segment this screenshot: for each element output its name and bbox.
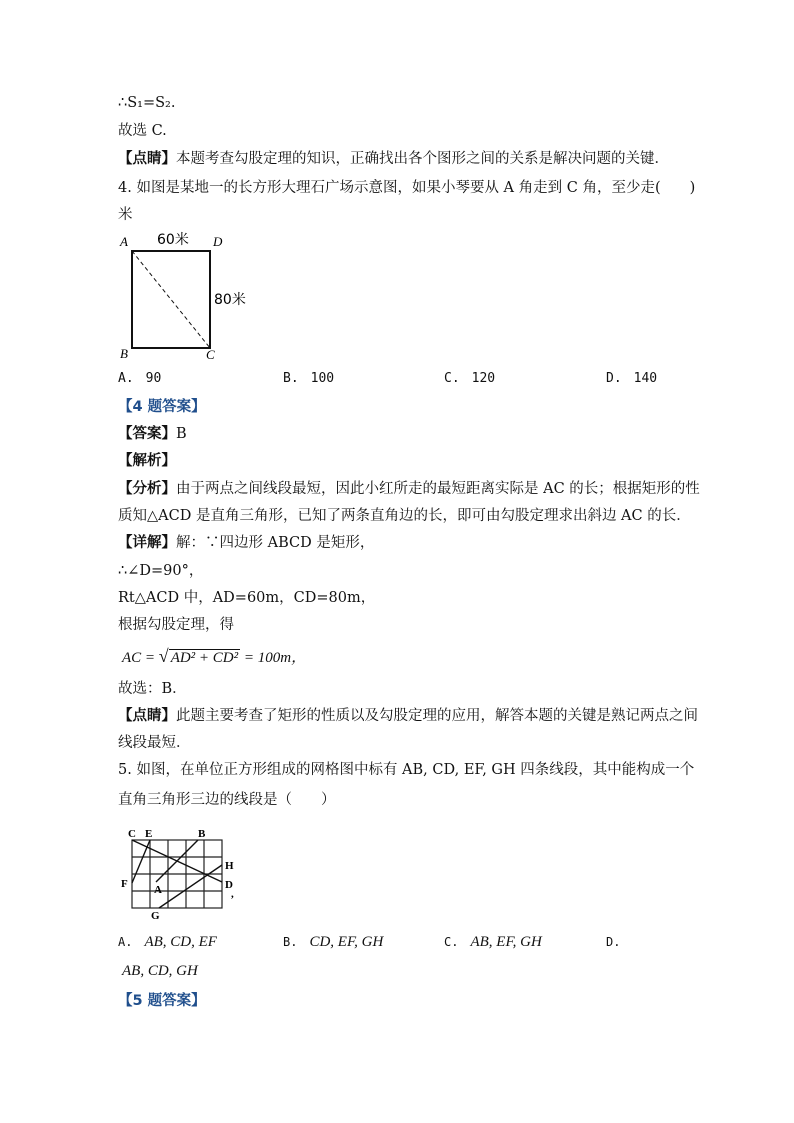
rt-triangle-line: Rt△ACD 中，AD=60m，CD=80m， <box>118 590 376 606</box>
conclusion-s1-s2: ∴S₁=S₂. <box>118 95 176 111</box>
formula-radicand: AD² + CD² <box>170 650 239 666</box>
label-a: A <box>120 234 128 249</box>
label-c: C <box>206 347 215 362</box>
analysis-heading: 【解析】 <box>118 453 176 469</box>
q5-option-d-value: AB, CD, GH <box>122 963 198 979</box>
svg-text:B: B <box>198 828 206 840</box>
choose-b-line: 故选：B． <box>118 681 187 697</box>
label-d: D <box>213 234 223 249</box>
svg-text:A: A <box>154 884 162 896</box>
question-5-text: 5. 如图，在单位正方形组成的网格图中标有 AB, CD, EF, GH 四条线段，其中能构成一个 <box>118 762 695 778</box>
dianjing-text: 本题考查勾股定理的知识，正确找出各个图形之间的关系是解决问题的关键． <box>176 151 669 167</box>
fenxi-line-1: 【分析】由于两点之间线段最短，因此小红所走的最短距离实际是 AC 的长；根据矩形的性 <box>118 481 700 497</box>
q5-option-a: A. AB, CD, EF <box>118 934 217 950</box>
svg-text:D: D <box>225 879 233 891</box>
question-4-text-cont: 米 <box>118 207 133 223</box>
q4-option-b: B. 100 <box>283 371 335 386</box>
q4-answer: 【答案】B <box>118 426 187 442</box>
svg-text:C: C <box>128 828 136 840</box>
length-right-80: 80米 <box>214 292 246 308</box>
q4-answer-heading: 【4 题答案】 <box>118 399 206 415</box>
angle-d-line: ∴∠D=90°， <box>118 563 204 579</box>
svg-text:F: F <box>121 878 128 890</box>
q5-option-c: C. AB, EF, GH <box>444 934 542 950</box>
segment-ef <box>132 840 150 883</box>
q5-option-d-letter: D. <box>606 935 621 949</box>
answer-value: B <box>176 426 187 442</box>
svg-text:,: , <box>231 888 234 900</box>
q4-option-a: A. 90 <box>118 371 162 386</box>
svg-text:H: H <box>225 860 234 872</box>
segment-ab <box>156 840 198 882</box>
question-5-text-cont: 直角三角形三边的线段是（ ） <box>118 792 336 808</box>
q5-option-b: B. CD, EF, GH <box>283 934 384 950</box>
dianjing-2-line-2: 线段最短． <box>118 735 191 751</box>
q4-option-c: C. 120 <box>444 371 496 386</box>
svg-text:G: G <box>151 910 160 922</box>
grid-figure <box>118 826 248 922</box>
dianjing-tag: 【点睛】 <box>118 151 176 167</box>
q5-answer-heading: 【5 题答案】 <box>118 993 206 1009</box>
dianjing-1 <box>118 149 669 169</box>
pythagoras-line: 根据勾股定理，得 <box>118 617 234 633</box>
label-b: B <box>120 346 128 361</box>
xiangjie-line: 【详解】解：∵四边形 ABCD 是矩形， <box>118 535 375 551</box>
diagonal-ac <box>132 251 210 348</box>
svg-text:E: E <box>145 828 153 840</box>
question-4-text: 4. 如图是某地一的长方形大理石广场示意图，如果小琴要从 A 角走到 C 角，至少走( ) <box>118 180 696 196</box>
q4-option-d: D. 140 <box>606 371 658 386</box>
formula-ac: AC = √ AD² + CD² = 100m， <box>122 646 307 666</box>
choose-c-line: 故选 C. <box>118 123 167 139</box>
dianjing-2-line-1: 【点睛】此题主要考查了矩形的性质以及勾股定理的应用，解答本题的关键是熟记两点之间 <box>118 708 698 724</box>
rectangle-figure <box>118 228 258 366</box>
length-top-60: 60米 <box>157 232 189 248</box>
fenxi-line-2: 质知△ACD 是直角三角形，已知了两条直角边的长，即可由勾股定理求出斜边 AC 的长． <box>118 508 691 524</box>
